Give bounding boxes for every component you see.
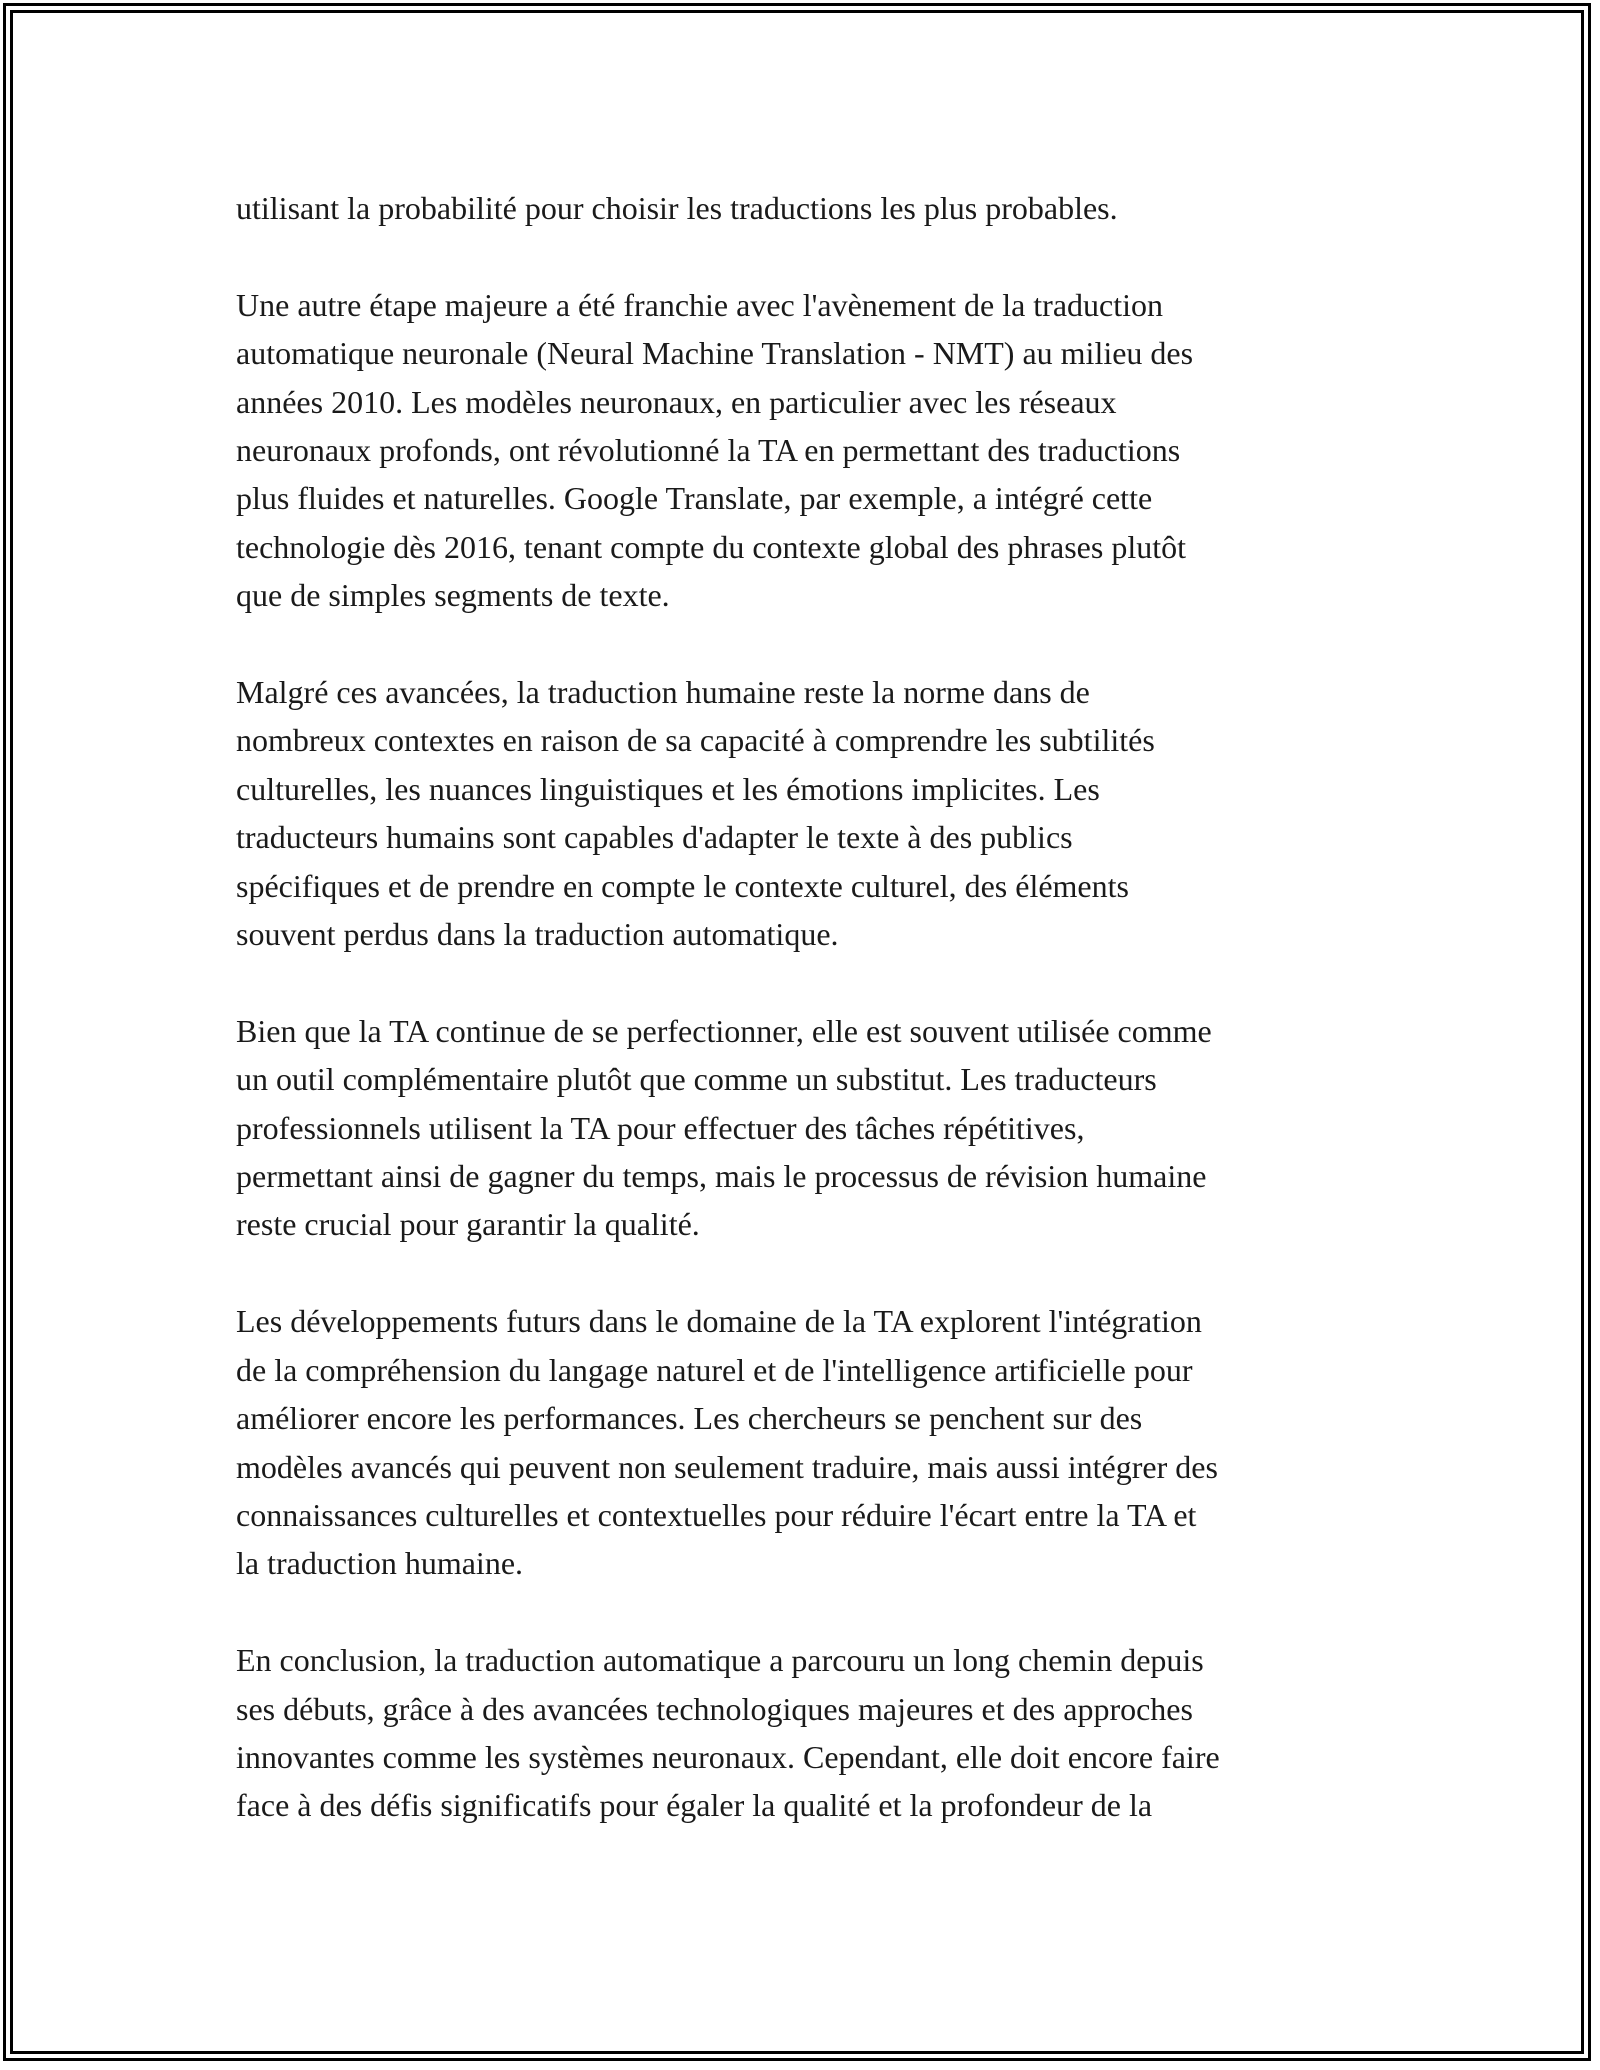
text-line: connaissances culturelles et contextuelles pour réduire l'écart entre la TA et xyxy=(236,1496,1197,1533)
text-line: face à des défis significatifs pour égaler la qualité et la profondeur de la xyxy=(236,1787,1153,1824)
text-line: un outil complémentaire plutôt que comme un substitut. Les traducteurs xyxy=(236,1061,1157,1098)
paragraph-3 xyxy=(236,668,1376,958)
text-line: Les développements futurs dans le domaine de la TA explorent l'intégration xyxy=(236,1303,1202,1340)
paragraph-5 xyxy=(236,1297,1376,1587)
text-line: de la compréhension du langage naturel et de l'intelligence artificielle pour xyxy=(236,1351,1193,1388)
text-line: souvent perdus dans la traduction automatique. xyxy=(236,916,839,953)
text-line: que de simples segments de texte. xyxy=(236,577,670,614)
text-line: spécifiques et de prendre en compte le contexte culturel, des éléments xyxy=(236,867,1129,904)
paragraph-6 xyxy=(236,1636,1376,1830)
text-line: traducteurs humains sont capables d'adapter le texte à des publics xyxy=(236,819,1073,856)
text-line: améliorer encore les performances. Les chercheurs se penchent sur des xyxy=(236,1400,1143,1437)
text-line: ses débuts, grâce à des avancées technologiques majeures et des approches xyxy=(236,1690,1193,1727)
text-line: nombreux contextes en raison de sa capacité à comprendre les subtilités xyxy=(236,722,1155,759)
text-line: plus fluides et naturelles. Google Translate, par exemple, a intégré cette xyxy=(236,480,1153,517)
text-line: Une autre étape majeure a été franchie avec l'avènement de la traduction xyxy=(236,286,1164,323)
text-line: modèles avancés qui peuvent non seulement traduire, mais aussi intégrer des xyxy=(236,1448,1218,1485)
text-line: innovantes comme les systèmes neuronaux. Cependant, elle doit encore faire xyxy=(236,1738,1220,1775)
text-line: la traduction humaine. xyxy=(236,1545,524,1582)
text-line: années 2010. Les modèles neuronaux, en particulier avec les réseaux xyxy=(236,383,1117,420)
text-line: automatique neuronale (Neural Machine Translation - NMT) au milieu des xyxy=(236,335,1194,372)
text-line: Malgré ces avancées, la traduction humaine reste la norme dans de xyxy=(236,674,1090,711)
text-line: technologie dès 2016, tenant compte du contexte global des phrases plutôt xyxy=(236,528,1186,565)
document-body xyxy=(236,184,1376,1830)
text-line: reste crucial pour garantir la qualité. xyxy=(236,1206,700,1243)
text-line: permettant ainsi de gagner du temps, mais le processus de révision humaine xyxy=(236,1158,1207,1195)
paragraph-2 xyxy=(236,281,1376,620)
paragraph-1 xyxy=(236,184,1376,232)
text-line: professionnels utilisent la TA pour effectuer des tâches répétitives, xyxy=(236,1109,1085,1146)
text-line: culturelles, les nuances linguistiques et les émotions implicites. Les xyxy=(236,770,1100,807)
text-line: Bien que la TA continue de se perfectionner, elle est souvent utilisée comme xyxy=(236,1012,1212,1049)
text-line: utilisant la probabilité pour choisir les traductions les plus probables. xyxy=(236,190,1118,226)
text-line: neuronaux profonds, ont révolutionné la TA en permettant des traductions xyxy=(236,432,1181,469)
text-line: En conclusion, la traduction automatique a parcouru un long chemin depuis xyxy=(236,1642,1204,1679)
paragraph-4 xyxy=(236,1007,1376,1249)
